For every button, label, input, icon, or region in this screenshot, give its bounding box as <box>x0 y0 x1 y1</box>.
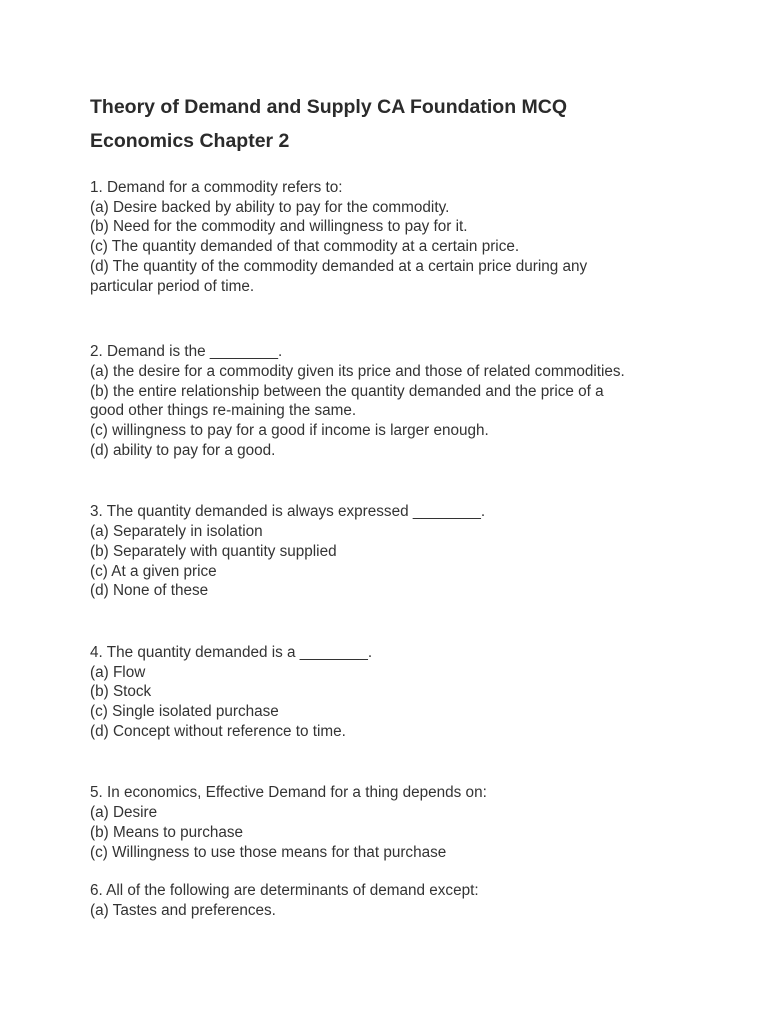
question-text: 4. The quantity demanded is a ________. <box>90 643 373 661</box>
answer-option: (a) Desire <box>90 804 158 822</box>
question-text: 2. Demand is the ________. <box>90 343 283 361</box>
question-text: 1. Demand for a commodity refers to: <box>90 179 343 196</box>
answer-option: (b) Separately with quantity supplied <box>90 542 337 560</box>
question-5 <box>90 783 690 862</box>
answer-option: (d) Concept without reference to time. <box>90 722 346 740</box>
answer-option: (b) Need for the commodity and willingness to pay for it. <box>90 218 468 236</box>
answer-option: (d) The quantity of the commodity demanded at a certain price during any <box>90 257 588 275</box>
question-6 <box>90 881 690 920</box>
answer-option: (a) the desire for a commodity given its price and those of related commodities. <box>90 362 625 380</box>
answer-option: (a) Desire backed by ability to pay for the commodity. <box>90 198 450 216</box>
question-text: 6. All of the following are determinants of demand except: <box>90 882 479 900</box>
question-list <box>90 178 690 921</box>
answer-option: (b) Means to purchase <box>90 823 244 841</box>
question-1 <box>90 178 690 296</box>
title-line: Economics Chapter 2 <box>90 130 290 152</box>
answer-option: (d) ability to pay for a good. <box>90 441 276 459</box>
answer-option: (a) Separately in isolation <box>90 523 263 541</box>
answer-option: (c) willingness to pay for a good if income is larger enough. <box>90 422 489 440</box>
answer-option: (c) Willingness to use those means for that purchase <box>90 843 447 861</box>
answer-option: (b) the entire relationship between the quantity demanded and the price of a <box>90 382 604 400</box>
document-title <box>90 90 710 158</box>
question-4 <box>90 643 690 742</box>
answer-option: (c) Single isolated purchase <box>90 703 279 721</box>
question-3 <box>90 502 690 601</box>
answer-option-continued: particular period of time. <box>90 277 255 295</box>
question-2 <box>90 342 690 460</box>
answer-option: (d) None of these <box>90 582 209 600</box>
answer-option: (b) Stock <box>90 683 152 701</box>
question-text: 5. In economics, Effective Demand for a thing depends on: <box>90 784 487 802</box>
title-line: Theory of Demand and Supply CA Foundation MCQ <box>90 96 568 118</box>
answer-option: (a) Tastes and preferences. <box>90 901 276 919</box>
answer-option: (c) At a given price <box>90 562 217 580</box>
question-text: 3. The quantity demanded is always expressed ________. <box>90 503 486 521</box>
answer-option: (a) Flow <box>90 663 146 681</box>
answer-option: (c) The quantity demanded of that commodity at a certain price. <box>90 238 520 256</box>
answer-option-continued: good other things re-maining the same. <box>90 402 357 420</box>
